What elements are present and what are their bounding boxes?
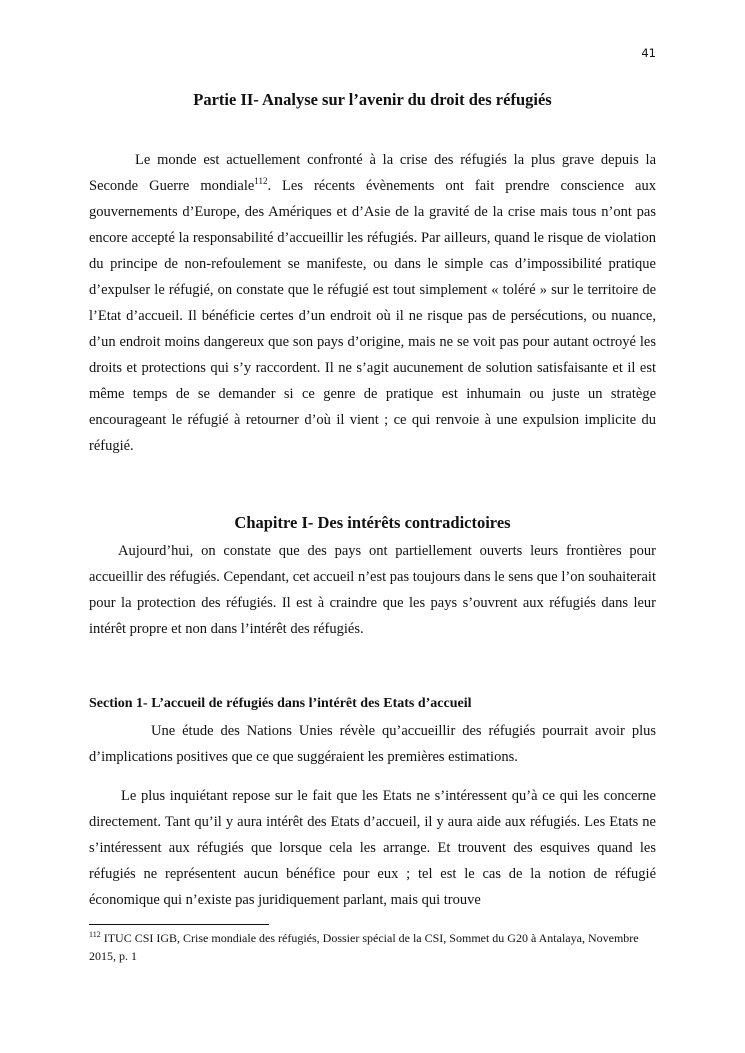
paragraph-chapter: Aujourd’hui, on constate que des pays ont partiellement ouverts leurs frontières pour accueillir des réfugiés. Cependant, cet accueil n’est pas toujours dans le sens que l’on souhaiterait pour la protection des réfugiés. Il est à craindre que les pays s’ouvrent aux réfugiés dans leur intérêt propre et non dans l’intérêt des réfugiés. [89, 543, 656, 637]
footnote-reference[interactable]: 112 [254, 176, 268, 186]
paragraph-intro-text: Le monde est actuellement confronté à la crise des réfugiés la plus grave depuis la Seconde Guerre mondiale [89, 152, 656, 194]
part-title: Partie II- Analyse sur l’avenir du droit des réfugiés [193, 90, 552, 109]
footnote-separator [89, 924, 269, 925]
footnote-number: 112 [89, 930, 101, 939]
paragraph-section-body: Le plus inquiétant repose sur le fait que les Etats ne s’intéressent qu’à ce qui les concerne directement. Tant qu’il y aura intérêt des Etats d’accueil, il y aura aide aux réfugiés. Les Etats ne s’intéressent aux réfugiés que lorsque cela les arrange. Et trouvent des esquives quand les réfugiés ne représentent aucun bénéfice pour eux ; tel est le cas de la notion de réfugié économique qui n’existe pas juridiquement parlant, mais qui trouve [89, 788, 656, 908]
chapter-title: Chapitre I- Des intérêts contradictoires [234, 513, 511, 532]
paragraph-intro-text-continued: . Les récents évènements ont fait prendre conscience aux gouvernements d’Europe, des Amériques et d’Asie de la gravité de la crise mais tous n’ont pas encore accepté la responsabilité d’accueillir les réfugiés. Par ailleurs, quand le risque de violation du principe de non-refoulement se manifeste, ou dans le simple cas d’impossibilité pratique d’expulser le réfugié, on constate que le réfugié est tout simplement « toléré » sur le territoire de l’Etat d’accueil. Il bénéficie certes d’un endroit où il ne risque pas de persécutions, ou nuance, d’un endroit moins dangereux que son pays d’origine, mais ne se voit pas pour autant octroyé les droits et protections qui s’y raccordent. Il ne s’agit aucunement de solution satisfaisante et il est même temps de se demander si ce genre de pratique est inhumain ou juste un stratège encourageant le réfugié à retourner d’où il vient ; ce qui renvoie à une expulsion implicite du réfugié. [89, 178, 656, 454]
footnote-text: ITUC CSI IGB, Crise mondiale des réfugiés, Dossier spécial de la CSI, Sommet du G20 à Antalaya, Novembre 2015, p. 1 [89, 931, 639, 963]
footnote [89, 929, 656, 965]
paragraph-intro [89, 147, 656, 459]
page-number: 41 [641, 46, 656, 60]
paragraph-section-intro: Une étude des Nations Unies révèle qu’accueillir des réfugiés pourrait avoir plus d’implications positives que ce que suggéraient les premières estimations. [89, 723, 656, 765]
section-title: Section 1- L’accueil de réfugiés dans l’intérêt des Etats d’accueil [89, 696, 472, 711]
